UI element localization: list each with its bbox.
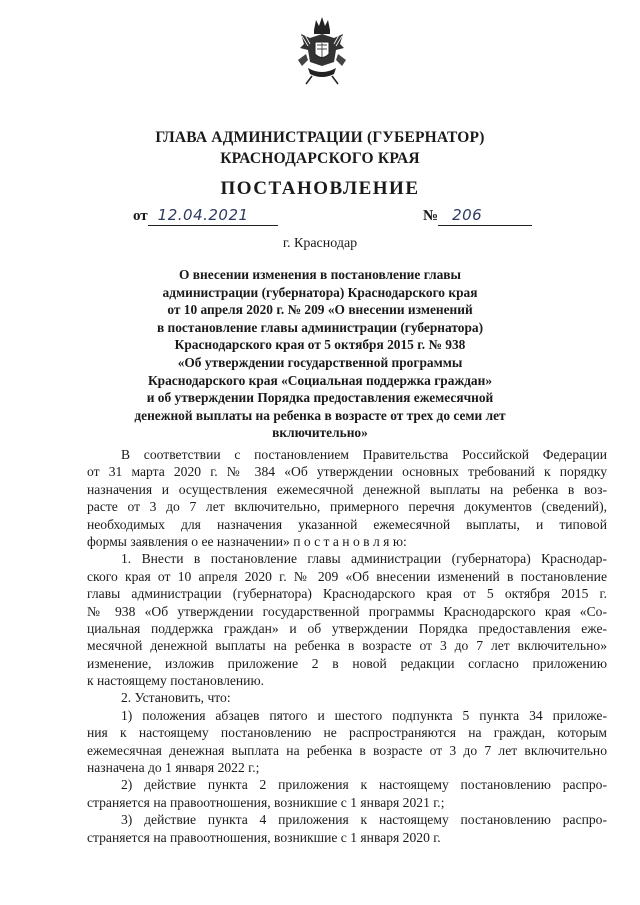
body-line: В соответствии с постановлением Правительства Российской Федерации (121, 447, 607, 462)
body-line: 1) положения абзацев пятого и шестого подпункта 5 пункта 34 приложе- (121, 707, 607, 723)
document-type: ПОСТАНОВЛЕНИЕ (220, 178, 420, 199)
date-label: от (133, 208, 148, 224)
body-line: назначена до 1 января 2022 г.; (87, 760, 260, 776)
body-line: расте от 3 до 7 лет включительно, примерного перечня документов (сведений), (87, 499, 607, 515)
title-line: в постановление главы администрации (губернатора) (156, 319, 484, 335)
number-label: № (423, 208, 439, 224)
date-value: 12.04.2021 (157, 206, 249, 224)
document-body (87, 446, 607, 846)
body-line: необходимых для назначения указанной ежемесячной выплаты, и типовой (87, 516, 607, 532)
body-line: 2) действие пункта 2 приложения к настоящему постановлению распро- (121, 777, 607, 793)
body-line: ского края от 10 апреля 2020 г. № 209 «Об внесении изменений в постановление (87, 568, 607, 584)
body-line: формы заявления о ее назначении» п о с т а н о в л я ю: (87, 533, 407, 549)
title-line: Краснодарского края «Социальная поддержка граждан» (147, 372, 493, 388)
date-field (133, 206, 278, 226)
number-value: 206 (452, 206, 483, 224)
title-line: администрации (губернатора) Краснодарского края (162, 284, 478, 300)
body-line: № 938 «Об утверждении государственной программы Краснодарского края «Со- (87, 603, 607, 619)
body-line: ежемесячная денежная выплата на ребенка в возрасте от 3 до 7 лет включительно (87, 742, 607, 758)
body-line: 1. Внести в постановление главы администрации (губернатора) Краснодар- (121, 551, 607, 567)
body-line: 2. Установить, что: (121, 690, 231, 706)
authority-line-1: ГЛАВА АДМИНИСТРАЦИИ (ГУБЕРНАТОР) (155, 129, 485, 146)
coat-of-arms-emblem (296, 14, 348, 86)
body-line: 3) действие пункта 4 приложения к настоящему постановлению распро- (121, 812, 607, 828)
title-line: включительно» (272, 425, 368, 441)
title-line: «Об утверждении государственной программы (177, 354, 463, 370)
body-line: циальная поддержка граждан» и об утверждении Порядка предоставления еже- (87, 620, 607, 636)
city: г. Краснодар (282, 236, 358, 251)
body-line: ния к настоящему постановлению не распространяются на граждан, которым (87, 725, 607, 741)
body-line: страняется на правоотношения, возникшие с 1 января 2021 г.; (87, 794, 445, 810)
body-line: назначения и осуществления ежемесячной денежной выплаты на ребенка в воз- (87, 481, 607, 497)
title-line: от 10 апреля 2020 г. № 209 «О внесении изменений (167, 302, 473, 318)
body-line: от 31 марта 2020 г. № 384 «Об утверждении основных требований к порядку (87, 464, 607, 480)
body-line: к настоящему постановлению. (87, 673, 265, 689)
title-line: Краснодарского края от 5 октября 2015 г. № 938 (174, 337, 466, 353)
body-line: месячной денежной выплаты на ребенка в возрасте от 3 до 7 лет включительно» (87, 638, 607, 654)
title-line: О внесении изменения в постановление главы (179, 267, 461, 282)
body-line: страняется на правоотношения, возникшие с 1 января 2020 г. (87, 829, 441, 845)
title-line: и об утверждении Порядка предоставления ежемесячной (146, 390, 494, 406)
authority-line-2: КРАСНОДАРСКОГО КРАЯ (220, 150, 420, 167)
number-field (423, 206, 532, 226)
body-line: изменение, изложив приложение 2 в новой редакции согласно приложению (87, 655, 607, 671)
document-title (120, 266, 520, 442)
body-line: главы администрации (губернатора) Краснодарского края от 5 октября 2015 г. (87, 586, 607, 602)
title-line: денежной выплаты на ребенка в возрасте от трех до семи лет (134, 407, 506, 423)
